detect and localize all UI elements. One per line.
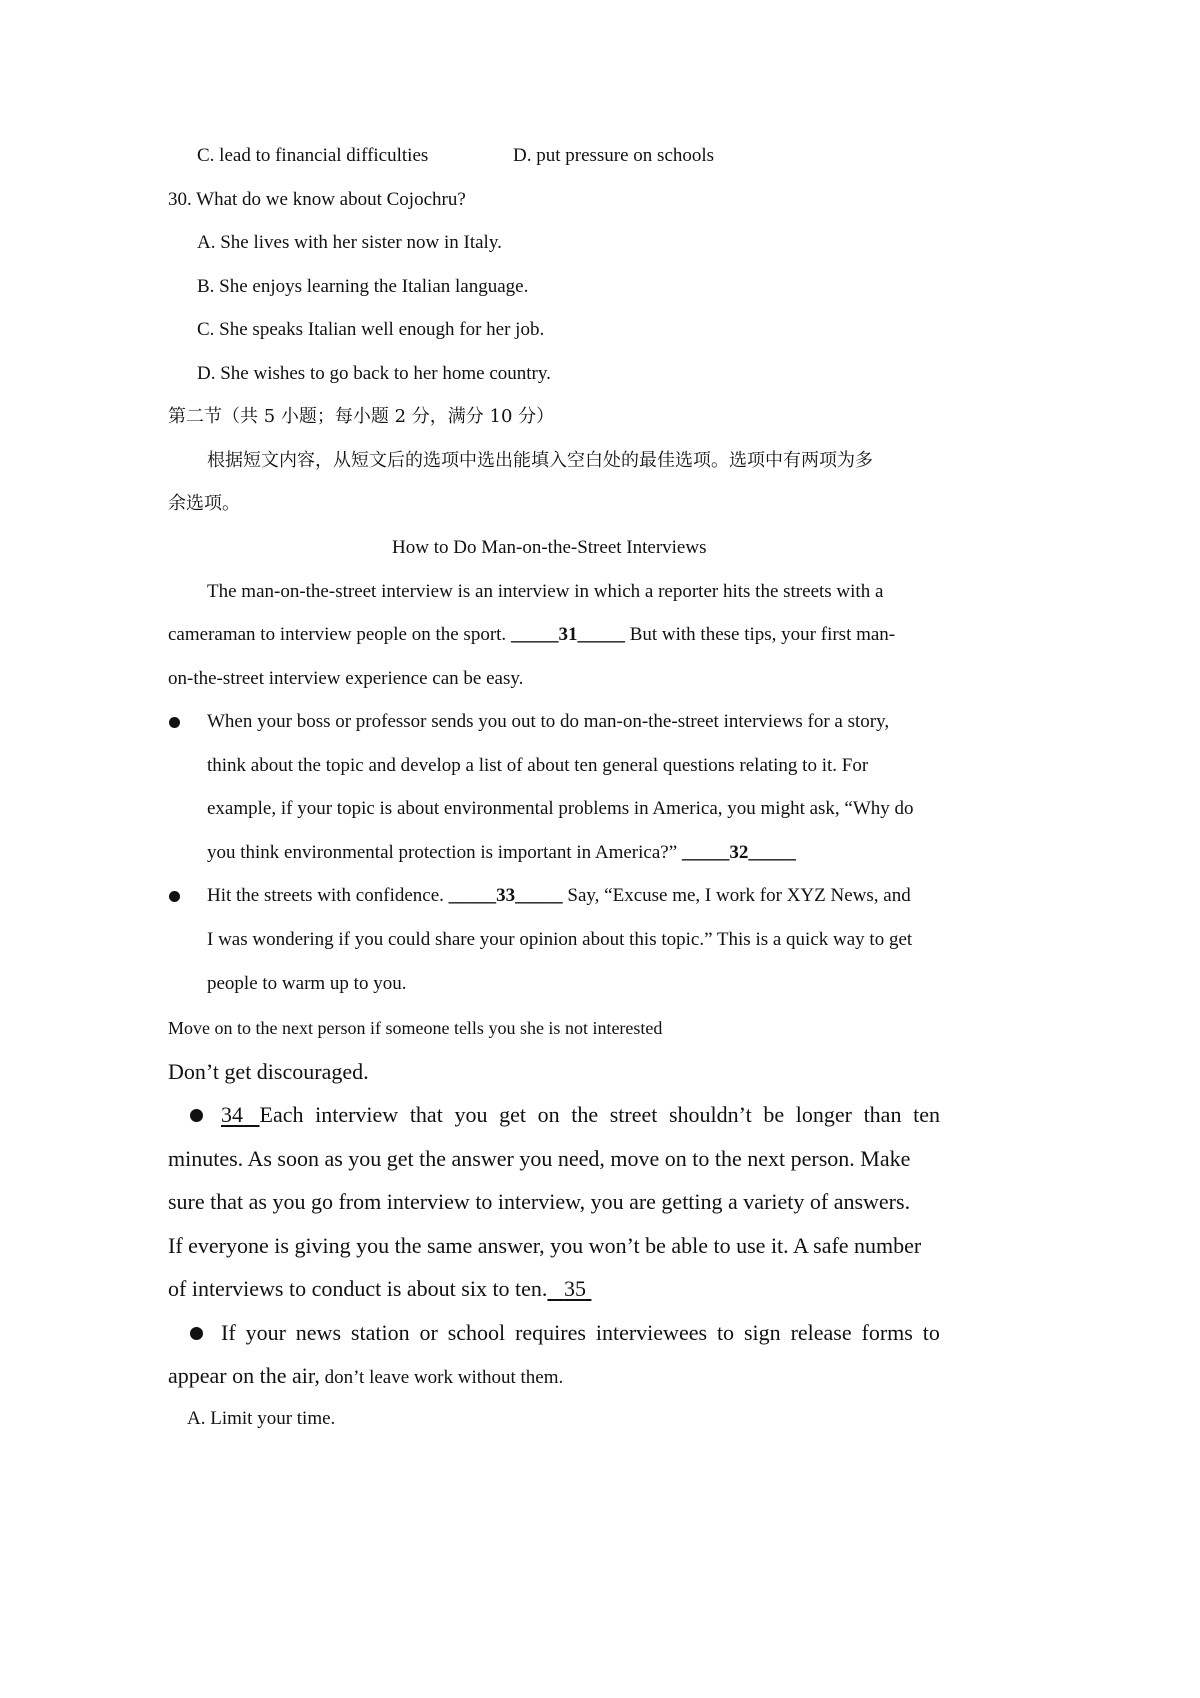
q30-option-c: C. She speaks Italian well enough for her job. (197, 319, 545, 340)
p1-line2 (168, 623, 895, 647)
b3-word: shouldn’t (669, 1102, 752, 1127)
bullet-icon (190, 1109, 203, 1122)
b3-line4: If everyone is giving you the same answer, you won’t be able to use it. A safe number (168, 1233, 922, 1258)
b3-word: longer (795, 1102, 852, 1127)
b1-line1: When your boss or professor sends you out to do man-on-the-street interviews for a story, (207, 711, 890, 732)
b4-word: to (716, 1320, 735, 1345)
b3-word: interview (315, 1102, 399, 1127)
q30-option-a: A. She lives with her sister now in Italy. (197, 232, 502, 253)
b4-word: to (922, 1320, 940, 1345)
p1-line3: on-the-street interview experience can be easy. (168, 668, 524, 689)
b3-line5-text: of interviews to conduct is about six to ten. (168, 1276, 548, 1301)
b4-word: requires (515, 1320, 586, 1345)
blank-33: _____33_____ (448, 885, 563, 906)
b1-line3: example, if your topic is about environmental problems in America, you might ask, “Why do (207, 798, 914, 819)
bullet-icon (169, 891, 180, 902)
b3-word: than (863, 1102, 902, 1127)
p1-line2-text-a: cameraman to interview people on the sport. (168, 624, 507, 645)
p1-line2-text-b: But with these tips, your first man- (629, 624, 896, 645)
b4-word: release (790, 1320, 852, 1345)
b3-line5 (168, 1275, 591, 1303)
q29-option-d: D. put pressure on schools (513, 145, 715, 166)
bullet-icon (169, 717, 180, 728)
b3-word: get (499, 1102, 526, 1127)
p1-line1: The man-on-the-street interview is an interview in which a reporter hits the streets with a (207, 581, 884, 602)
b3-word: on (537, 1102, 560, 1127)
b3-word-first: Each (259, 1102, 304, 1127)
b3-line2: minutes. As soon as you get the answer you need, move on to the next person. Make (168, 1146, 911, 1171)
b4-word: If (221, 1320, 236, 1345)
b3-word: you (454, 1102, 488, 1127)
b2-line1 (207, 884, 911, 908)
q29-option-c: C. lead to financial difficulties (197, 145, 429, 166)
b4-word: forms (861, 1320, 913, 1345)
b4-word: school (447, 1320, 506, 1345)
q30-stem: 30. What do we know about Cojochru? (168, 189, 466, 210)
b1-line4 (207, 841, 796, 865)
blank-35 (547, 1276, 591, 1301)
blank-34-number: 34 (221, 1102, 243, 1127)
b3-line1 (168, 1101, 940, 1129)
b3-line3: sure that as you go from interview to interview, you are getting a variety of answers. (168, 1189, 911, 1214)
b4-lead (168, 1319, 236, 1347)
b3-word: the (571, 1102, 599, 1127)
b4-line2 (168, 1362, 563, 1390)
b4-word: sign (743, 1320, 781, 1345)
passage-title: How to Do Man-on-the-Street Interviews (392, 537, 707, 558)
blank-32: _____32_____ (681, 842, 796, 863)
b2-line1-text-b: Say, “Excuse me, I work for XYZ News, and (567, 885, 911, 906)
q30-option-d: D. She wishes to go back to her home country. (197, 363, 551, 384)
b4-word: station (350, 1320, 410, 1345)
move-on-line: Move on to the next person if someone tells you she is not interested (168, 1018, 663, 1038)
q30-option-b: B. She enjoys learning the Italian language. (197, 276, 529, 297)
b1-line2: think about the topic and develop a list of about ten general questions relating to it. For (207, 755, 869, 776)
b3-word: ten (913, 1102, 940, 1127)
b2-line1-text-a: Hit the streets with confidence. (207, 885, 444, 906)
b3-word: street (609, 1102, 658, 1127)
discouraged-line: Don’t get discouraged. (168, 1059, 369, 1084)
b3-word: be (763, 1102, 785, 1127)
b4-word: or (419, 1320, 438, 1345)
b4-line2-text-a: appear on the air, (168, 1363, 320, 1388)
blank-35-number: 35 (563, 1276, 586, 1301)
b2-line3: people to warm up to you. (207, 973, 407, 994)
section-heading: 第二节（共 5 小题；每小题 2 分，满分 10 分） (168, 406, 555, 427)
b3-lead (168, 1101, 303, 1129)
b4-word: news (295, 1320, 342, 1345)
bullet-icon (190, 1327, 203, 1340)
option-a: A. Limit your time. (187, 1408, 336, 1429)
b4-word: interviewees (595, 1320, 708, 1345)
b2-line2: I was wondering if you could share your opinion about this topic.” This is a quick way to get (207, 929, 913, 950)
section-instruction-line1: 根据短文内容，从短文后的选项中选出能填入空白处的最佳选项。选项中有两项为多 (207, 450, 873, 471)
blank-34 (221, 1101, 260, 1129)
blank-31: _____31_____ (510, 624, 625, 645)
b3-word: that (409, 1102, 443, 1127)
section-instruction-line2: 余选项。 (168, 493, 240, 514)
b4-word: your (245, 1320, 286, 1345)
b1-line4-text: you think environmental protection is important in America?” (207, 842, 678, 863)
b4-line1 (168, 1319, 940, 1347)
b4-line2-text-b: don’t leave work without them. (324, 1367, 564, 1388)
